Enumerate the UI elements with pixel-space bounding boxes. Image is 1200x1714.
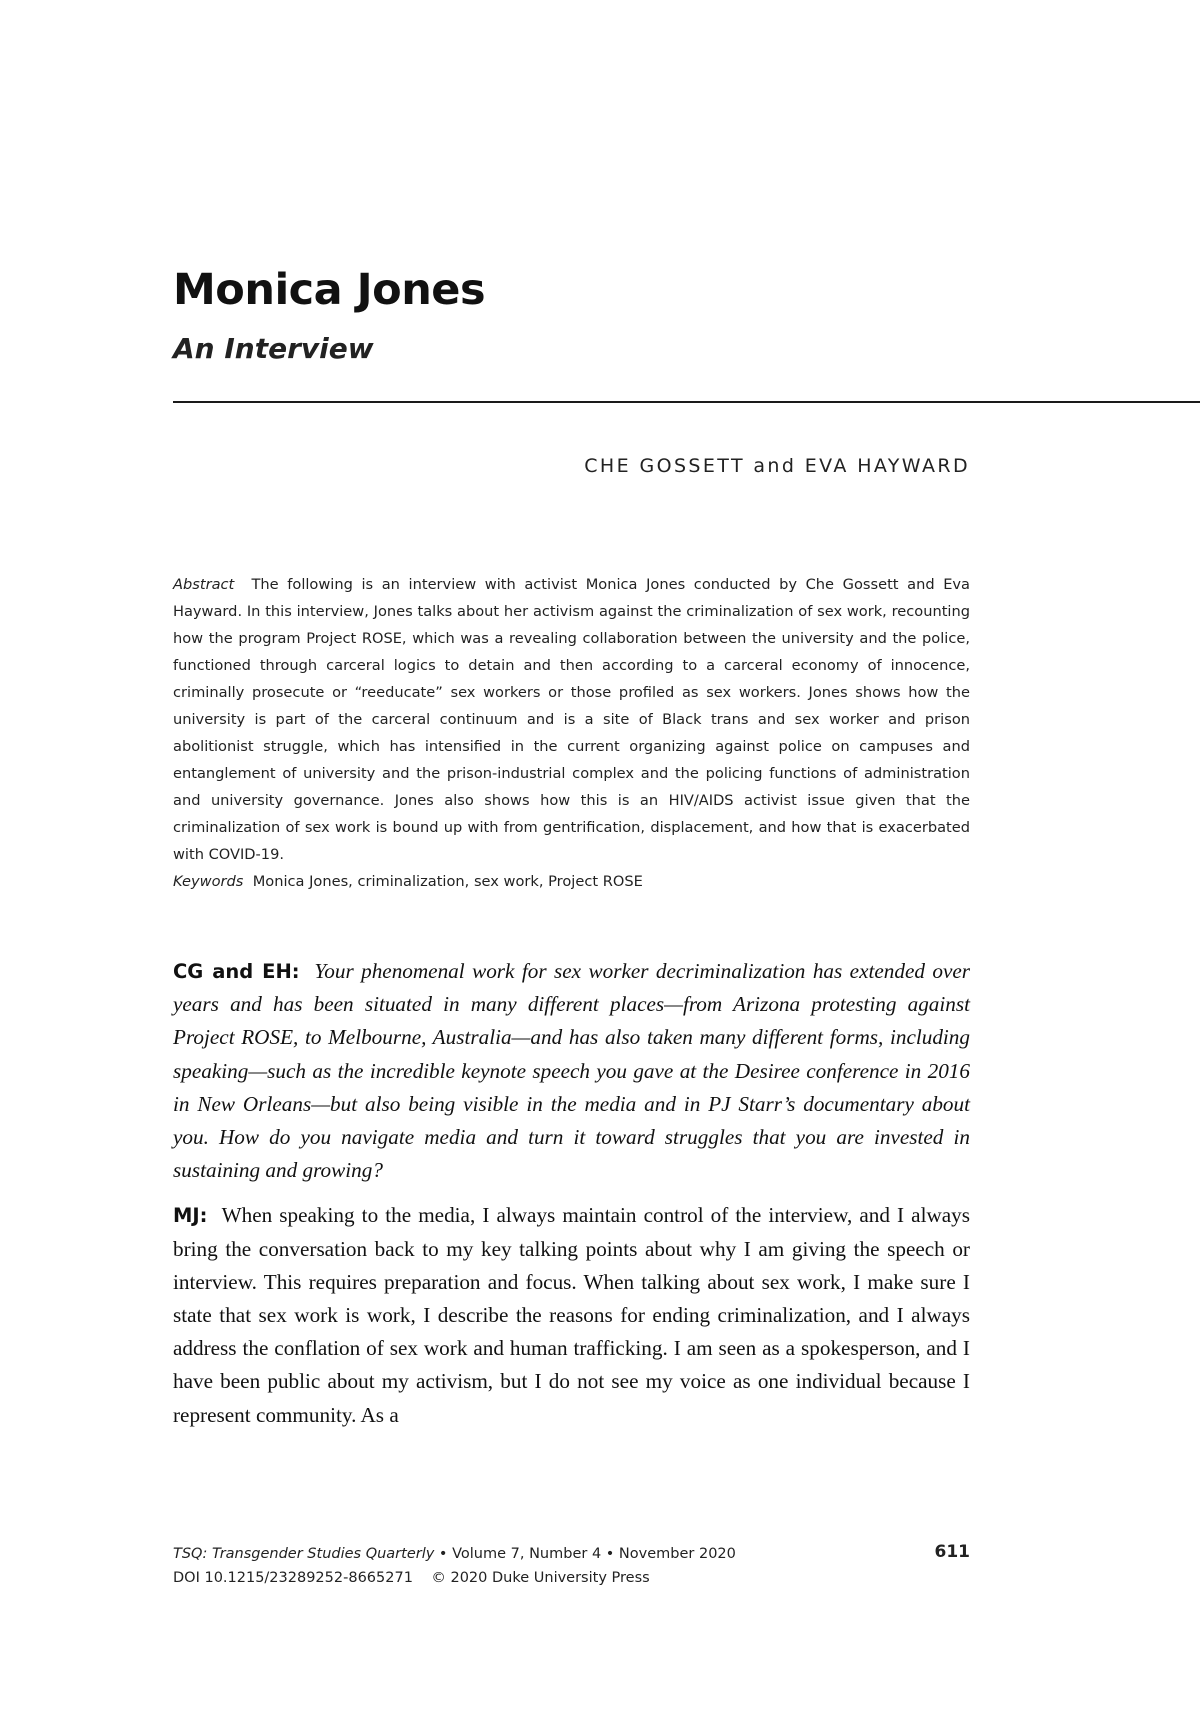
article-authors: CHE GOSSETT and EVA HAYWARD bbox=[584, 455, 970, 477]
abstract-text: The following is an interview with activist Monica Jones conducted by Che Gossett and Eva Hayward. In this interview, Jones talks about her activism against the criminalization of sex work, recounting how the program Project ROSE, which was a revealing collaboration between the university and the police, functioned through carceral logics to detain and then according to a carceral economy of innocence, criminally prosecute or “reeducate” sex workers or those profiled as sex workers. Jones shows how the university is part of the carceral continuum and is a site of Black trans and sex worker and prison abolitionist struggle, which has intensified in the current organizing against police on campuses and entanglement of university and the prison-industrial complex and the policing functions of administration and university governance. Jones also shows how this is an HIV/AIDS activist issue given that the criminalization of sex work is bound up with from gentrification, displacement, and how that is exacerbated with COVID-19. bbox=[173, 576, 970, 863]
abstract-label: Abstract bbox=[173, 576, 235, 593]
title-divider bbox=[173, 401, 1200, 403]
question-text: Your phenomenal work for sex worker decriminalization has extended over years and has been situated in many different places—from Arizona protesting against Project ROSE, to Melbourne, Australia—and has also taken many different forms, including speaking—such as the incredible keynote speech you gave at the Desiree conference in 2016 in New Orleans—but also being visible in the media and in PJ Starr’s documentary about you. How do you navigate media and turn it toward struggles that you are invested in sustaining and growing? bbox=[173, 959, 971, 1183]
answer-speaker: MJ: bbox=[173, 1204, 208, 1228]
keywords-label: Keywords bbox=[173, 873, 244, 890]
answer-paragraph bbox=[173, 1199, 970, 1431]
keywords-text: Monica Jones, criminalization, sex work, Project ROSE bbox=[252, 873, 643, 890]
abstract-section bbox=[173, 571, 970, 895]
article-subtitle: An Interview bbox=[173, 332, 374, 365]
doi-text: DOI 10.1215/23289252-8665271 bbox=[173, 1570, 413, 1586]
journal-name: TSQ: Transgender Studies Quarterly bbox=[173, 1546, 435, 1562]
answer-text: When speaking to the media, I always maintain control of the interview, and I always bring the conversation back to my key talking points about why I am giving the speech or interview. This requires preparation and focus. When talking about sex work, I make sure I state that sex work is work, I describe the reasons for ending criminalization, and I always address the conflation of sex work and human trafficking. I am seen as a spokesperson, and I have been public about my activism, but I do not see my voice as one individual because I represent community. As a bbox=[173, 1203, 970, 1427]
article-title: Monica Jones bbox=[173, 265, 486, 315]
keywords-paragraph bbox=[173, 868, 970, 895]
page-footer bbox=[173, 1542, 970, 1590]
footer-citation-line bbox=[173, 1542, 970, 1566]
question-paragraph bbox=[173, 955, 970, 1187]
question-speaker: CG and EH: bbox=[173, 960, 300, 983]
copyright-text: © 2020 Duke University Press bbox=[431, 1570, 650, 1586]
footer-doi-line bbox=[173, 1566, 970, 1590]
abstract-paragraph bbox=[173, 571, 970, 868]
article-body bbox=[173, 955, 970, 1444]
page-number: 611 bbox=[934, 1542, 970, 1562]
journal-issue: • Volume 7, Number 4 • November 2020 bbox=[434, 1546, 736, 1562]
